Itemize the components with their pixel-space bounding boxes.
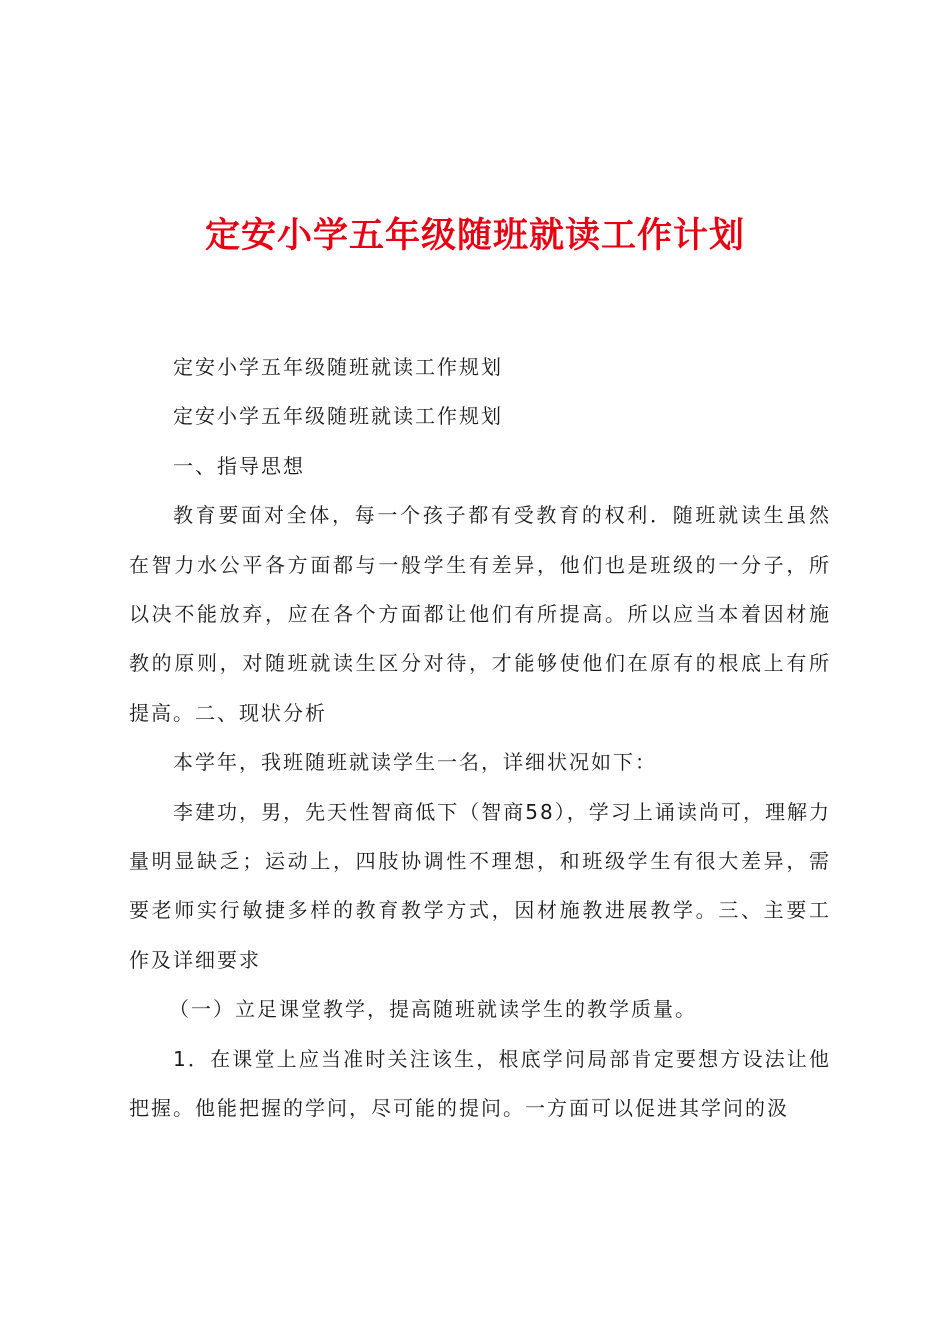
paragraph-this-school-year: 本学年，我班随班就读学生一名，详细状况如下：	[173, 750, 657, 775]
paragraph-education-principle: 教育要面对全体，每一个孩子都有受教育的权利．随班就读生虽然在智力水公平各方面都与一般学生有差异，他们也是班级的一分子，所以决不能放弃，应在各个方面都让他们有所提高。所以应当本着因材施教的原则，对随班就读生区分对待，才能够使他们在原有的根底上有所提高。二、现状分析	[129, 503, 831, 725]
document-body	[129, 343, 831, 1134]
section-heading-guiding-ideology: 一、指导思想	[173, 453, 305, 478]
paragraph-classroom-teaching: （一）立足课堂教学，提高随班就读学生的教学质量。	[169, 997, 697, 1022]
paragraph-subtitle-2: 定安小学五年级随班就读工作规划	[173, 404, 503, 429]
document-title: 定安小学五年级随班就读工作计划	[204, 215, 745, 256]
paragraph-student-profile: 李建功，男，先天性智商低下（智商58），学习上诵读尚可，理解力量明显缺乏；运动上，四肢协调性不理想，和班级学生有很大差异，需要老师实行敏捷多样的教育教学方式，因材施教进展教学。三、主要工作及详细要求	[129, 799, 831, 972]
paragraph-subtitle-1: 定安小学五年级随班就读工作规划	[173, 355, 503, 379]
paragraph-item-1: 1．在课堂上应当准时关注该生，根底学问局部肯定要想方设法让他把握。他能把握的学问，尽可能的提问。一方面可以促进其学问的汲	[129, 1046, 831, 1121]
